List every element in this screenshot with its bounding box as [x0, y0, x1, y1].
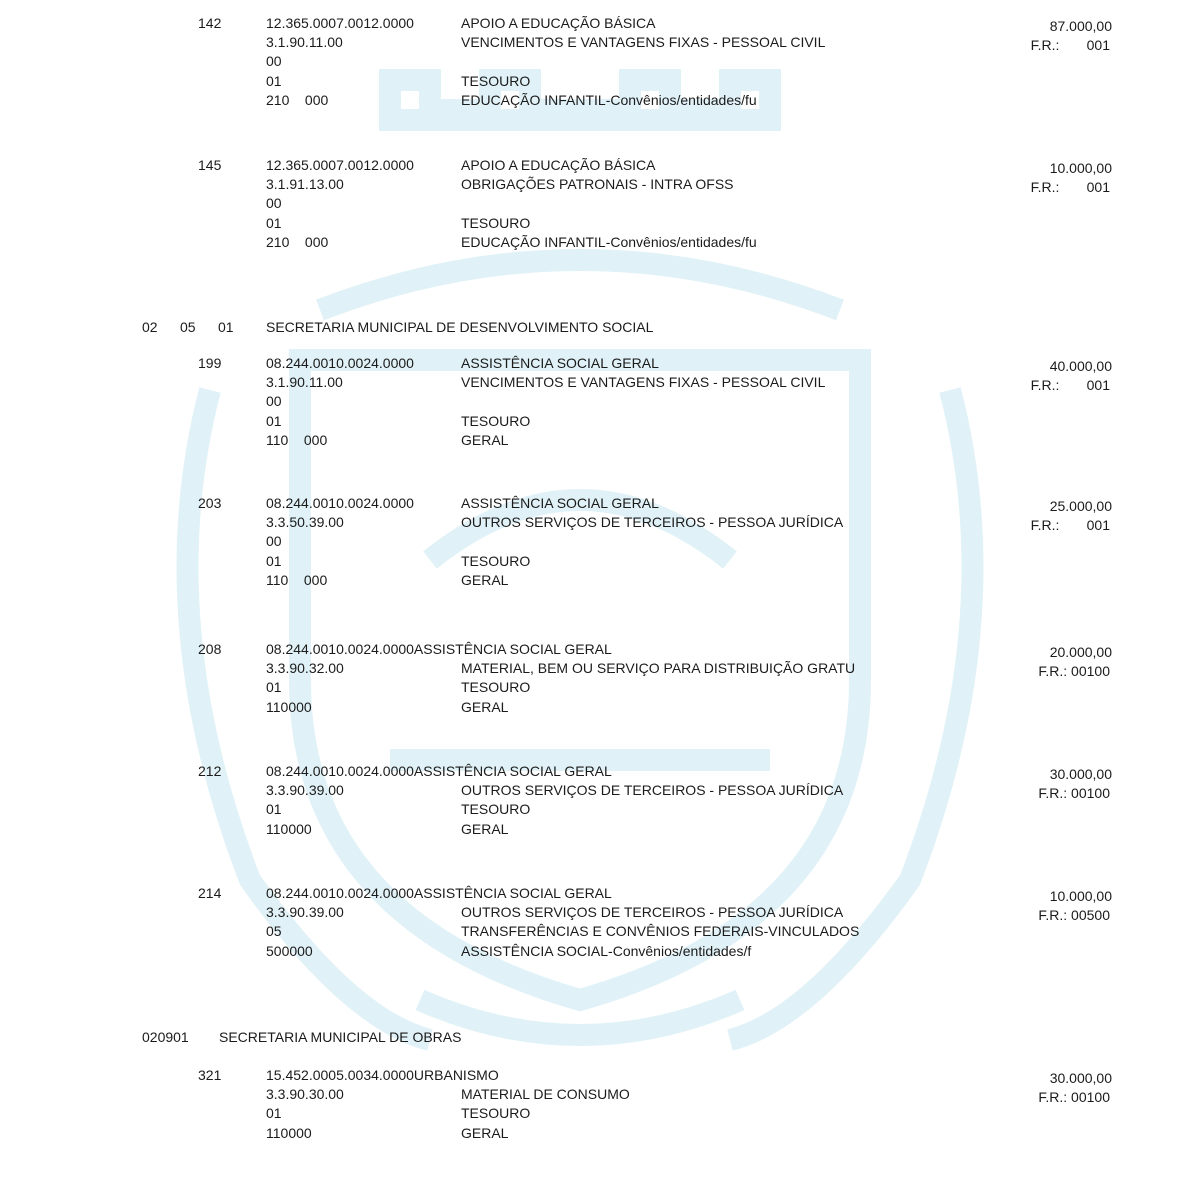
- entry-code: 00: [266, 393, 282, 409]
- entry-description: TESOURO: [461, 73, 531, 89]
- entry-fonte-recurso: F.R.: 001: [1030, 377, 1110, 393]
- entry-code: 01: [266, 679, 282, 695]
- entry-amount: 10.000,00: [1049, 888, 1112, 904]
- entry-number: 203: [198, 495, 222, 511]
- section-title: SECRETARIA MUNICIPAL DE DESENVOLVIMENTO SOCIAL: [266, 319, 654, 335]
- entry-code: 210 000: [266, 92, 329, 108]
- entry-code: 08.244.0010.0024.0000: [266, 355, 414, 371]
- entry-description: GERAL: [461, 572, 509, 588]
- entry-code: 3.3.90.32.00: [266, 660, 344, 676]
- entry-code: 00: [266, 533, 282, 549]
- entry-description: OUTROS SERVIÇOS DE TERCEIROS - PESSOA JURÍDICA: [461, 782, 844, 798]
- entry-description: GERAL: [461, 432, 509, 448]
- entry-number: 142: [198, 15, 222, 31]
- entry-code: 110 000: [266, 432, 328, 448]
- entry-description: TESOURO: [461, 801, 531, 817]
- entry-description: TESOURO: [461, 1105, 531, 1121]
- entry-description: OUTROS SERVIÇOS DE TERCEIROS - PESSOA JURÍDICA: [461, 904, 844, 920]
- entry-description: APOIO A EDUCAÇÃO BÁSICA: [461, 15, 656, 31]
- coat-of-arms-watermark-icon: [90, 60, 1070, 1120]
- entry-code: 01: [266, 215, 282, 231]
- entry-amount: 30.000,00: [1049, 1070, 1112, 1086]
- entry-description: VENCIMENTOS E VANTAGENS FIXAS - PESSOAL CIVIL: [461, 34, 826, 50]
- entry-code: 01: [266, 413, 282, 429]
- entry-code: 05: [266, 923, 282, 939]
- entry-amount: 20.000,00: [1049, 644, 1112, 660]
- entry-code: 01: [266, 1105, 282, 1121]
- entry-code: 110 000: [266, 572, 328, 588]
- entry-description: OBRIGAÇÕES PATRONAIS - INTRA OFSS: [461, 176, 734, 192]
- entry-description: VENCIMENTOS E VANTAGENS FIXAS - PESSOAL CIVIL: [461, 374, 826, 390]
- entry-code: 210 000: [266, 234, 329, 250]
- entry-code: 00: [266, 195, 282, 211]
- entry-description: ASSISTÊNCIA SOCIAL GERAL: [461, 495, 659, 511]
- entry-description: EDUCAÇÃO INFANTIL-Convênios/entidades/fu: [461, 92, 757, 108]
- entry-code: 110000: [266, 1125, 312, 1141]
- entry-code: 110000: [266, 821, 312, 837]
- entry-description: EDUCAÇÃO INFANTIL-Convênios/entidades/fu: [461, 234, 757, 250]
- entry-code: 3.3.90.30.00: [266, 1086, 344, 1102]
- entry-description: APOIO A EDUCAÇÃO BÁSICA: [461, 157, 656, 173]
- entry-code: 3.1.91.13.00: [266, 176, 344, 192]
- entry-description: ASSISTÊNCIA SOCIAL GERAL: [461, 355, 659, 371]
- entry-description: TESOURO: [461, 413, 531, 429]
- entry-number: 208: [198, 641, 222, 657]
- entry-code: 3.3.50.39.00: [266, 514, 344, 530]
- entry-description: OUTROS SERVIÇOS DE TERCEIROS - PESSOA JURÍDICA: [461, 514, 844, 530]
- entry-fonte-recurso: F.R.: 00500: [1038, 907, 1110, 923]
- entry-amount: 30.000,00: [1049, 766, 1112, 782]
- entry-amount: 10.000,00: [1049, 160, 1112, 176]
- entry-code: 08.244.0010.0024.0000: [266, 495, 414, 511]
- entry-code: 3.3.90.39.00: [266, 782, 344, 798]
- entry-description: TESOURO: [461, 679, 531, 695]
- section-code: 020901: [142, 1029, 189, 1045]
- entry-amount: 25.000,00: [1049, 498, 1112, 514]
- entry-description: TRANSFERÊNCIAS E CONVÊNIOS FEDERAIS-VINCULADOS: [461, 923, 860, 939]
- entry-code: 12.365.0007.0012.0000: [266, 15, 414, 31]
- entry-fonte-recurso: F.R.: 00100: [1038, 1089, 1110, 1105]
- entry-description: TESOURO: [461, 215, 531, 231]
- entry-number: 321: [198, 1067, 222, 1083]
- entry-fonte-recurso: F.R.: 001: [1030, 37, 1110, 53]
- entry-number: 199: [198, 355, 222, 371]
- entry-fonte-recurso: F.R.: 001: [1030, 517, 1110, 533]
- entry-description: TESOURO: [461, 553, 531, 569]
- entry-code: 12.365.0007.0012.0000: [266, 157, 414, 173]
- entry-fonte-recurso: F.R.: 00100: [1038, 785, 1110, 801]
- entry-amount: 87.000,00: [1049, 18, 1112, 34]
- entry-code: 01: [266, 73, 282, 89]
- entry-program-code: 08.244.0010.0024.0000ASSISTÊNCIA SOCIAL GERAL: [266, 885, 612, 901]
- entry-description: GERAL: [461, 821, 509, 837]
- section-code: 02: [142, 319, 158, 335]
- entry-code: 3.3.90.39.00: [266, 904, 344, 920]
- entry-description: MATERIAL DE CONSUMO: [461, 1086, 630, 1102]
- entry-number: 214: [198, 885, 222, 901]
- section-code: 01: [218, 319, 234, 335]
- entry-code: 3.1.90.11.00: [266, 34, 343, 50]
- entry-number: 212: [198, 763, 222, 779]
- section-title: SECRETARIA MUNICIPAL DE OBRAS: [219, 1029, 462, 1045]
- entry-description: MATERIAL, BEM OU SERVIÇO PARA DISTRIBUIÇÃO GRATU: [461, 660, 856, 676]
- entry-program-code: 15.452.0005.0034.0000URBANISMO: [266, 1067, 499, 1083]
- entry-number: 145: [198, 157, 222, 173]
- entry-amount: 40.000,00: [1049, 358, 1112, 374]
- entry-fonte-recurso: F.R.: 00100: [1038, 663, 1110, 679]
- entry-code: 500000: [266, 943, 313, 959]
- entry-code: 3.1.90.11.00: [266, 374, 343, 390]
- entry-code: 01: [266, 801, 282, 817]
- entry-program-code: 08.244.0010.0024.0000ASSISTÊNCIA SOCIAL GERAL: [266, 763, 612, 779]
- section-code: 05: [180, 319, 196, 335]
- entry-code: 00: [266, 53, 282, 69]
- entry-description: GERAL: [461, 699, 509, 715]
- entry-program-code: 08.244.0010.0024.0000ASSISTÊNCIA SOCIAL GERAL: [266, 641, 612, 657]
- entry-fonte-recurso: F.R.: 001: [1030, 179, 1110, 195]
- entry-description: ASSISTÊNCIA SOCIAL-Convênios/entidades/f: [461, 943, 752, 959]
- entry-description: GERAL: [461, 1125, 509, 1141]
- entry-code: 01: [266, 553, 282, 569]
- entry-code: 110000: [266, 699, 312, 715]
